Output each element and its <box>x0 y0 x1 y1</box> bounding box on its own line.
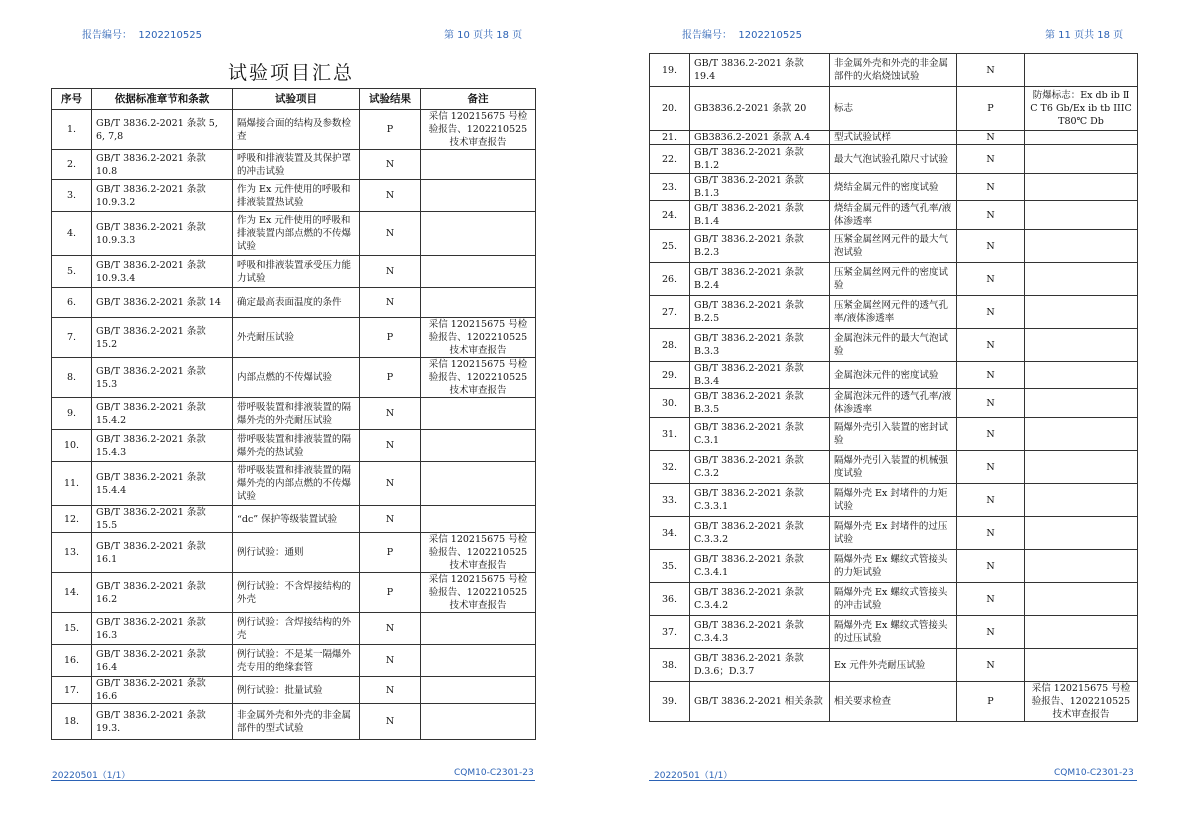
row-result: N <box>957 550 1025 583</box>
row-result: N <box>957 230 1025 263</box>
page-info: 第 10 页共 18 页 <box>444 30 523 41</box>
row-result: N <box>957 389 1025 418</box>
row-test-item: 压紧金属丝网元件的透气孔率/液体渗透率 <box>830 296 957 329</box>
row-note <box>1025 583 1138 616</box>
row-number: 1. <box>52 110 92 150</box>
row-note <box>421 613 536 645</box>
row-note <box>1025 418 1138 451</box>
row-number: 2. <box>52 150 92 180</box>
row-clause: GB/T 3836.2-2021 条款 10.9.3.2 <box>92 180 233 212</box>
row-number: 20. <box>650 87 690 131</box>
row-test-item: 带呼吸装置和排液装置的隔爆外壳的外壳耐压试验 <box>233 398 360 430</box>
row-clause: GB/T 3836.2-2021 条款 B.3.4 <box>690 362 830 389</box>
row-result: N <box>957 54 1025 87</box>
row-clause: GB/T 3836.2-2021 条款 15.4.3 <box>92 430 233 462</box>
row-test-item: 例行试验：不是某一隔爆外壳专用的绝缘套管 <box>233 645 360 677</box>
row-clause: GB/T 3836.2-2021 条款 15.2 <box>92 318 233 358</box>
row-result: N <box>360 613 421 645</box>
row-test-item: 带呼吸装置和排液装置的隔爆外壳的热试验 <box>233 430 360 462</box>
left-page <box>0 0 590 828</box>
header-no: 序号 <box>52 89 92 110</box>
row-clause: GB/T 3836.2-2021 条款 B.1.2 <box>690 145 830 174</box>
row-number: 38. <box>650 649 690 682</box>
row-test-item: 隔爆外壳 Ex 封堵件的过压试验 <box>830 517 957 550</box>
row-note: 采信 120215675 号检验报告、1202210525 技术审查报告 <box>1025 682 1138 722</box>
row-test-item: 呼吸和排液装置承受压力能力试验 <box>233 256 360 288</box>
row-clause: GB/T 3836.2-2021 条款 10.8 <box>92 150 233 180</box>
row-number: 30. <box>650 389 690 418</box>
table-row <box>52 677 536 704</box>
row-result: N <box>360 677 421 704</box>
table-row <box>650 263 1138 296</box>
row-result: N <box>957 583 1025 616</box>
table-row <box>650 682 1138 722</box>
row-clause: GB/T 3836.2-2021 相关条款 <box>690 682 830 722</box>
row-note: 防爆标志：Ex db ib Ⅱ C T6 Gb/Ex ib tb IIIC T80℃ Db <box>1025 87 1138 131</box>
row-clause: GB/T 3836.2-2021 条款 C.3.3.2 <box>690 517 830 550</box>
row-note <box>1025 54 1138 87</box>
header-clause: 依据标准章节和条款 <box>92 89 233 110</box>
row-clause: GB/T 3836.2-2021 条款 B.3.3 <box>690 329 830 362</box>
row-number: 21. <box>650 131 690 145</box>
header-note: 备注 <box>421 89 536 110</box>
row-result: P <box>360 318 421 358</box>
row-number: 23. <box>650 174 690 201</box>
row-result: N <box>957 201 1025 230</box>
row-clause: GB/T 3836.2-2021 条款 B.1.4 <box>690 201 830 230</box>
table-row <box>650 451 1138 484</box>
row-note: 采信 120215675 号检验报告、1202210525 技术审查报告 <box>421 318 536 358</box>
row-clause: GB/T 3836.2-2021 条款 15.4.4 <box>92 462 233 506</box>
row-clause: GB/T 3836.2-2021 条款 10.9.3.3 <box>92 212 233 256</box>
row-note <box>421 398 536 430</box>
row-note <box>421 288 536 318</box>
row-test-item: 标志 <box>830 87 957 131</box>
row-result: N <box>360 398 421 430</box>
row-result: N <box>957 329 1025 362</box>
row-test-item: 隔爆外壳 Ex 螺纹式管接头的过压试验 <box>830 616 957 649</box>
row-note <box>1025 145 1138 174</box>
row-result: P <box>360 110 421 150</box>
row-clause: GB/T 3836.2-2021 条款 16.1 <box>92 533 233 573</box>
table-row <box>52 398 536 430</box>
table-row <box>52 150 536 180</box>
row-clause: GB3836.2-2021 条款 A.4 <box>690 131 830 145</box>
row-test-item: 型式试验试样 <box>830 131 957 145</box>
row-number: 37. <box>650 616 690 649</box>
row-clause: GB/T 3836.2-2021 条款 B.2.4 <box>690 263 830 296</box>
row-number: 10. <box>52 430 92 462</box>
table-row <box>52 358 536 398</box>
row-note <box>1025 131 1138 145</box>
row-clause: GB3836.2-2021 条款 20 <box>690 87 830 131</box>
table-row <box>650 583 1138 616</box>
row-result: N <box>360 150 421 180</box>
row-result: N <box>957 616 1025 649</box>
row-note <box>421 430 536 462</box>
footer-code: CQM10-C2301-23 <box>1054 768 1134 778</box>
table-row <box>650 616 1138 649</box>
test-summary-table <box>51 88 536 740</box>
row-note <box>421 212 536 256</box>
row-clause: GB/T 3836.2-2021 条款 10.9.3.4 <box>92 256 233 288</box>
row-number: 22. <box>650 145 690 174</box>
table-row <box>650 145 1138 174</box>
row-test-item: 隔爆外壳 Ex 封堵件的力矩试验 <box>830 484 957 517</box>
row-test-item: 烧结金属元件的透气孔率/液体渗透率 <box>830 201 957 230</box>
row-test-item: 烧结金属元件的密度试验 <box>830 174 957 201</box>
row-number: 16. <box>52 645 92 677</box>
row-clause: GB/T 3836.2-2021 条款 14 <box>92 288 233 318</box>
row-result: P <box>360 533 421 573</box>
table-row <box>650 87 1138 131</box>
row-result: N <box>360 212 421 256</box>
table-row <box>650 517 1138 550</box>
row-note <box>421 645 536 677</box>
table-row <box>650 230 1138 263</box>
header-result: 试验结果 <box>360 89 421 110</box>
row-number: 26. <box>650 263 690 296</box>
row-number: 29. <box>650 362 690 389</box>
row-test-item: 隔爆外壳 Ex 螺纹式管接头的力矩试验 <box>830 550 957 583</box>
row-clause: GB/T 3836.2-2021 条款 5, 6, 7,8 <box>92 110 233 150</box>
row-clause: GB/T 3836.2-2021 条款 16.3 <box>92 613 233 645</box>
row-test-item: 非金属外壳和外壳的非金属部件的火焰烧蚀试验 <box>830 54 957 87</box>
row-clause: GB/T 3836.2-2021 条款 B.2.3 <box>690 230 830 263</box>
row-test-item: 压紧金属丝网元件的密度试验 <box>830 263 957 296</box>
row-result: N <box>957 296 1025 329</box>
table-row <box>650 362 1138 389</box>
page-info: 第 11 页共 18 页 <box>1045 30 1124 41</box>
report-number: 报告编号： 1202210525 <box>82 30 202 41</box>
row-test-item: 金属泡沫元件的密度试验 <box>830 362 957 389</box>
row-result: P <box>360 573 421 613</box>
row-clause: GB/T 3836.2-2021 条款 D.3.6；D.3.7 <box>690 649 830 682</box>
row-test-item: Ex 元件外壳耐压试验 <box>830 649 957 682</box>
row-number: 19. <box>650 54 690 87</box>
row-number: 17. <box>52 677 92 704</box>
footer-code: CQM10-C2301-23 <box>454 768 534 778</box>
row-number: 39. <box>650 682 690 722</box>
row-result: N <box>957 451 1025 484</box>
footer-date: 20220501（1/1） <box>52 771 131 781</box>
row-test-item: 例行试验：通则 <box>233 533 360 573</box>
footer-date: 20220501（1/1） <box>654 771 733 781</box>
row-note: 采信 120215675 号检验报告、1202210525 技术审查报告 <box>421 533 536 573</box>
row-test-item: 最大气泡试验孔隙尺寸试验 <box>830 145 957 174</box>
row-note <box>421 256 536 288</box>
row-result: N <box>360 645 421 677</box>
row-test-item: 隔爆外壳 Ex 螺纹式管接头的冲击试验 <box>830 583 957 616</box>
row-note <box>421 462 536 506</box>
test-summary-table-continued <box>649 53 1138 722</box>
row-clause: GB/T 3836.2-2021 条款 15.4.2 <box>92 398 233 430</box>
row-test-item: 作为 Ex 元件使用的呼吸和排液装置热试验 <box>233 180 360 212</box>
row-note <box>421 677 536 704</box>
row-result: N <box>957 649 1025 682</box>
row-test-item: 压紧金属丝网元件的最大气泡试验 <box>830 230 957 263</box>
table-row <box>52 212 536 256</box>
footer-divider <box>51 780 535 781</box>
row-result: P <box>957 682 1025 722</box>
row-test-item: 例行试验：批量试验 <box>233 677 360 704</box>
row-number: 36. <box>650 583 690 616</box>
table-row <box>650 201 1138 230</box>
table-header-row <box>52 89 536 110</box>
row-note <box>1025 616 1138 649</box>
row-number: 12. <box>52 506 92 533</box>
row-test-item: 呼吸和排液装置及其保护罩的冲击试验 <box>233 150 360 180</box>
page-title: 试验项目汇总 <box>228 62 355 84</box>
row-note <box>1025 517 1138 550</box>
table-row <box>650 174 1138 201</box>
table-row <box>52 180 536 212</box>
row-clause: GB/T 3836.2-2021 条款 B.2.5 <box>690 296 830 329</box>
row-test-item: 内部点燃的不传爆试验 <box>233 358 360 398</box>
row-note <box>421 180 536 212</box>
row-result: N <box>360 180 421 212</box>
row-note: 采信 120215675 号检验报告、1202210525 技术审查报告 <box>421 358 536 398</box>
row-number: 18. <box>52 704 92 740</box>
table-row <box>52 573 536 613</box>
table-row <box>650 131 1138 145</box>
row-note <box>1025 649 1138 682</box>
row-clause: GB/T 3836.2-2021 条款 C.3.4.3 <box>690 616 830 649</box>
table-row <box>52 462 536 506</box>
table-row <box>52 110 536 150</box>
footer-divider <box>649 780 1137 781</box>
table-row <box>52 613 536 645</box>
table-row <box>52 288 536 318</box>
table-row <box>52 645 536 677</box>
row-note <box>1025 329 1138 362</box>
row-clause: GB/T 3836.2-2021 条款 16.2 <box>92 573 233 613</box>
row-test-item: 作为 Ex 元件使用的呼吸和排液装置内部点燃的不传爆试验 <box>233 212 360 256</box>
table-row <box>650 649 1138 682</box>
table-row <box>52 506 536 533</box>
row-test-item: 确定最高表面温度的条件 <box>233 288 360 318</box>
row-test-item: 带呼吸装置和排液装置的隔爆外壳的内部点燃的不传爆试验 <box>233 462 360 506</box>
row-clause: GB/T 3836.2-2021 条款 B.1.3 <box>690 174 830 201</box>
row-note: 采信 120215675 号检验报告、1202210525 技术审查报告 <box>421 110 536 150</box>
row-number: 7. <box>52 318 92 358</box>
row-note <box>1025 484 1138 517</box>
row-number: 11. <box>52 462 92 506</box>
row-note <box>1025 201 1138 230</box>
row-clause: GB/T 3836.2-2021 条款 16.6 <box>92 677 233 704</box>
row-result: P <box>957 87 1025 131</box>
row-number: 6. <box>52 288 92 318</box>
row-clause: GB/T 3836.2-2021 条款 15.3 <box>92 358 233 398</box>
table-row <box>52 318 536 358</box>
row-test-item: 例行试验：含焊接结构的外壳 <box>233 613 360 645</box>
row-result: N <box>360 506 421 533</box>
row-note <box>1025 362 1138 389</box>
table-row <box>650 296 1138 329</box>
table-row <box>52 533 536 573</box>
row-result: N <box>360 430 421 462</box>
row-test-item: “dc” 保护等级装置试验 <box>233 506 360 533</box>
row-result: N <box>957 174 1025 201</box>
table-row <box>650 329 1138 362</box>
row-note <box>421 150 536 180</box>
header-item: 试验项目 <box>233 89 360 110</box>
row-number: 8. <box>52 358 92 398</box>
row-test-item: 外壳耐压试验 <box>233 318 360 358</box>
row-number: 5. <box>52 256 92 288</box>
row-number: 14. <box>52 573 92 613</box>
row-note: 采信 120215675 号检验报告、1202210525 技术审查报告 <box>421 573 536 613</box>
right-page <box>600 0 1200 828</box>
row-result: N <box>957 484 1025 517</box>
row-test-item: 相关要求检查 <box>830 682 957 722</box>
row-test-item: 非金属外壳和外壳的非金属部件的型式试验 <box>233 704 360 740</box>
row-test-item: 隔爆接合面的结构及参数检查 <box>233 110 360 150</box>
row-clause: GB/T 3836.2-2021 条款 C.3.3.1 <box>690 484 830 517</box>
row-note <box>1025 174 1138 201</box>
row-clause: GB/T 3836.2-2021 条款 C.3.4.2 <box>690 583 830 616</box>
row-clause: GB/T 3836.2-2021 条款 15.5 <box>92 506 233 533</box>
row-note <box>1025 263 1138 296</box>
row-test-item: 隔爆外壳引入装置的机械强度试验 <box>830 451 957 484</box>
table-row <box>52 256 536 288</box>
row-note <box>421 704 536 740</box>
row-result: N <box>360 462 421 506</box>
row-clause: GB/T 3836.2-2021 条款 C.3.2 <box>690 451 830 484</box>
row-clause: GB/T 3836.2-2021 条款 19.3. <box>92 704 233 740</box>
row-number: 34. <box>650 517 690 550</box>
row-test-item: 金属泡沫元件的透气孔率/液体渗透率 <box>830 389 957 418</box>
row-number: 15. <box>52 613 92 645</box>
row-result: N <box>957 418 1025 451</box>
row-test-item: 例行试验：不含焊接结构的外壳 <box>233 573 360 613</box>
row-result: N <box>360 704 421 740</box>
row-result: N <box>957 517 1025 550</box>
row-number: 31. <box>650 418 690 451</box>
table-row <box>650 54 1138 87</box>
row-number: 28. <box>650 329 690 362</box>
row-result: N <box>957 145 1025 174</box>
row-number: 35. <box>650 550 690 583</box>
table-row <box>52 430 536 462</box>
row-number: 32. <box>650 451 690 484</box>
row-note <box>1025 550 1138 583</box>
row-test-item: 隔爆外壳引入装置的密封试验 <box>830 418 957 451</box>
row-result: N <box>957 263 1025 296</box>
table-row <box>650 484 1138 517</box>
row-number: 33. <box>650 484 690 517</box>
row-result: N <box>360 256 421 288</box>
row-number: 13. <box>52 533 92 573</box>
row-number: 9. <box>52 398 92 430</box>
row-number: 3. <box>52 180 92 212</box>
row-clause: GB/T 3836.2-2021 条款 B.3.5 <box>690 389 830 418</box>
row-note <box>421 506 536 533</box>
row-note <box>1025 230 1138 263</box>
table-row <box>52 704 536 740</box>
row-result: P <box>360 358 421 398</box>
row-clause: GB/T 3836.2-2021 条款 19.4 <box>690 54 830 87</box>
row-result: N <box>360 288 421 318</box>
table-row <box>650 418 1138 451</box>
row-note <box>1025 451 1138 484</box>
report-number: 报告编号： 1202210525 <box>682 30 802 41</box>
row-note <box>1025 296 1138 329</box>
row-number: 27. <box>650 296 690 329</box>
table-row <box>650 389 1138 418</box>
row-clause: GB/T 3836.2-2021 条款 16.4 <box>92 645 233 677</box>
row-clause: GB/T 3836.2-2021 条款 C.3.4.1 <box>690 550 830 583</box>
row-note <box>1025 389 1138 418</box>
row-number: 24. <box>650 201 690 230</box>
row-number: 25. <box>650 230 690 263</box>
row-result: N <box>957 131 1025 145</box>
row-test-item: 金属泡沫元件的最大气泡试验 <box>830 329 957 362</box>
row-clause: GB/T 3836.2-2021 条款 C.3.1 <box>690 418 830 451</box>
table-row <box>650 550 1138 583</box>
row-number: 4. <box>52 212 92 256</box>
row-result: N <box>957 362 1025 389</box>
